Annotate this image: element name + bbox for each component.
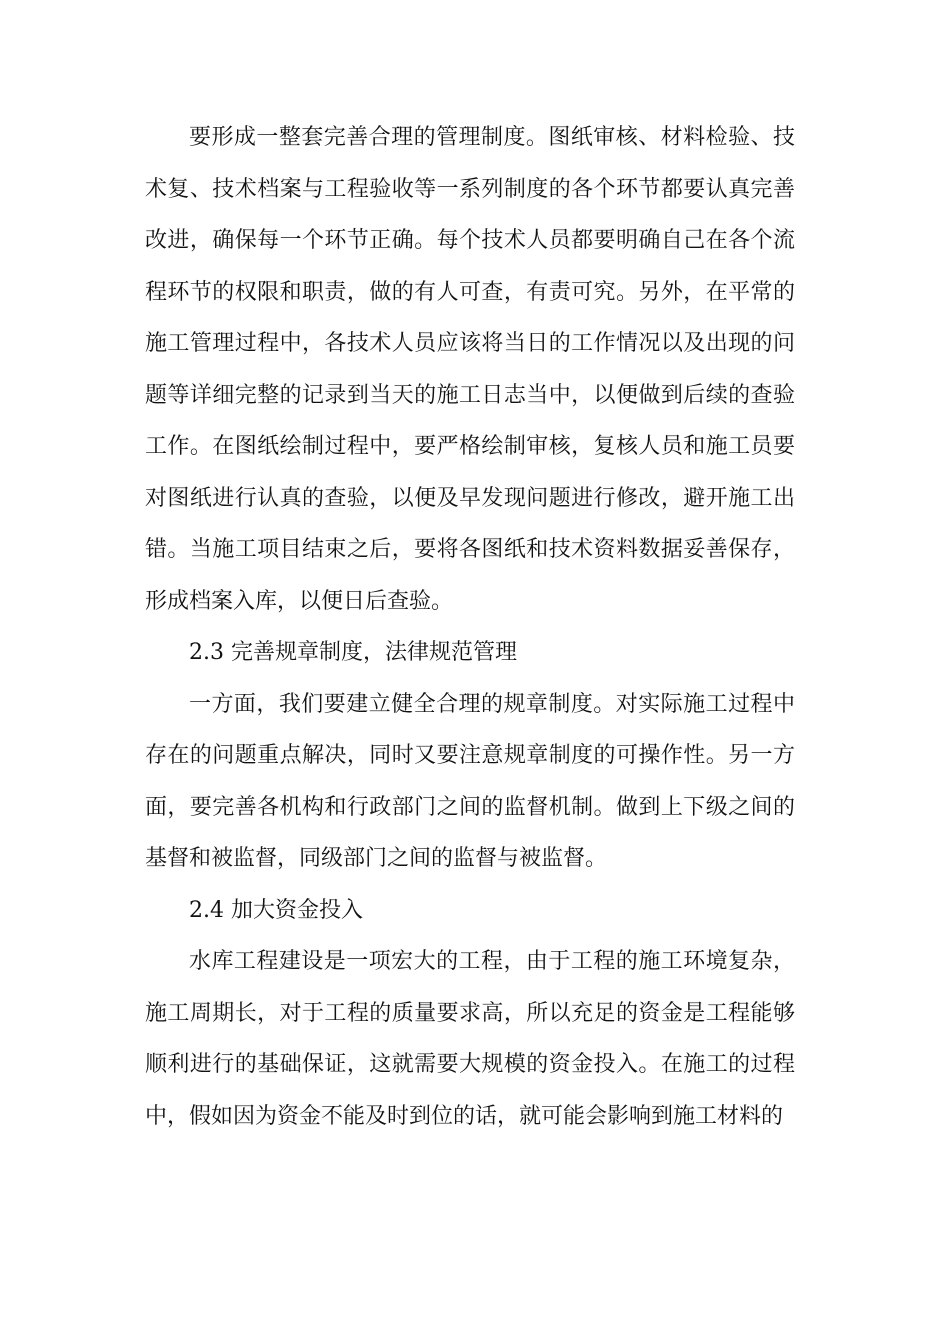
paragraph-regulations: 一方面，我们要建立健全合理的规章制度。对实际施工过程中存在的问题重点解决，同时又要注意规章制度的可操作性。另一方面，要完善各机构和行政部门之间的监督机制。做到上下级之间的基督和被监督，同级部门之间的监督与被监督。 <box>145 691 795 871</box>
section-heading-2-4: 2.4 加大资金投入 <box>189 897 363 923</box>
document-body <box>145 112 795 1142</box>
paragraph-management-system: 要形成一整套完善合理的管理制度。图纸审核、材料检验、技术复、技术档案与工程验收等一系列制度的各个环节都要认真完善改进，确保每一个环节正确。每个技术人员都要明确自己在各个流程环节的权限和职责，做的有人可查，有责可究。另外，在平常的施工管理过程中，各技术人员应该将当日的工作情况以及出现的问题等详细完整的记录到当天的施工日志当中，以便做到后续的查验工作。在图纸绘制过程中，要严格绘制审核，复核人员和施工员要对图纸进行认真的查验，以便及早发现问题进行修改，避开施工出错。当施工项目结束之后，要将各图纸和技术资料数据妥善保存，形成档案入库，以便日后查验。 <box>145 125 795 614</box>
paragraph-funding: 水库工程建设是一项宏大的工程，由于工程的施工环境复杂，施工周期长，对于工程的质量要求高，所以充足的资金是工程能够顺利进行的基础保证，这就需要大规模的资金投入。在施工的过程中，假如因为资金不能及时到位的话，就可能会影响到施工材料的 <box>145 949 795 1129</box>
section-heading-2-3: 2.3 完善规章制度，法律规范管理 <box>189 640 517 665</box>
